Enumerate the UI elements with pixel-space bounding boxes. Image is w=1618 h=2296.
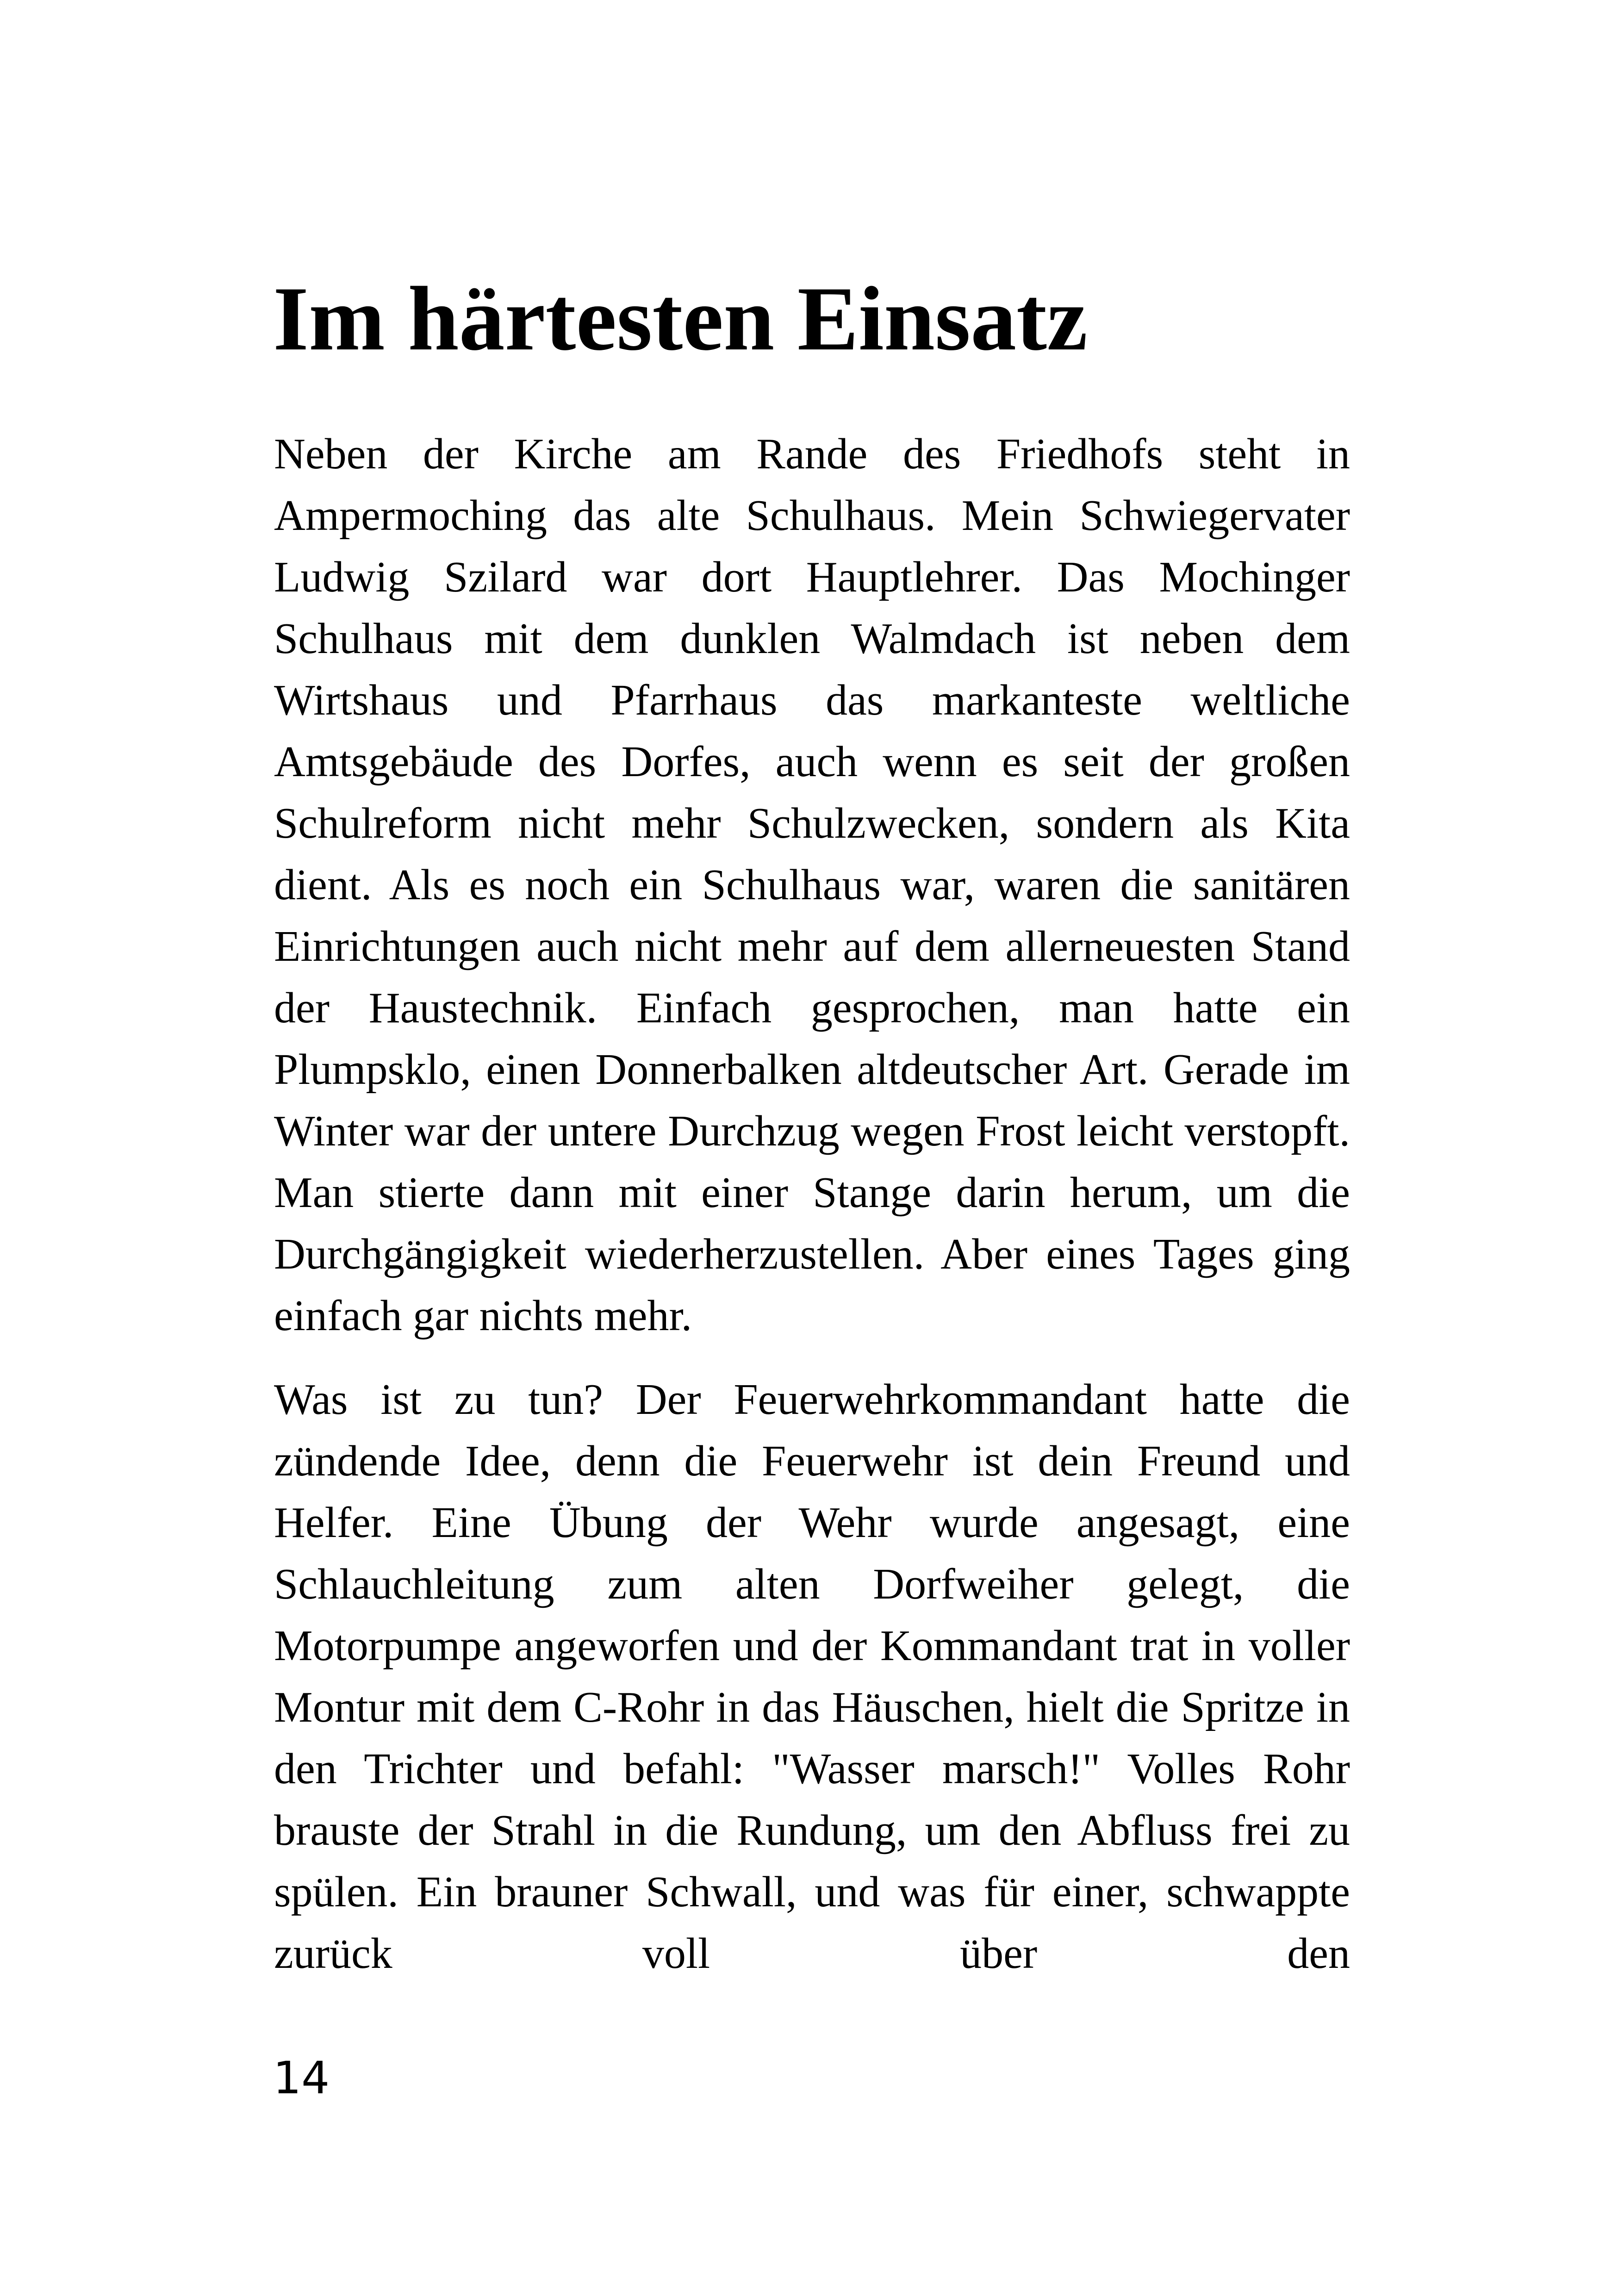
paragraph-2: Was ist zu tun? Der Feuerwehrkommandant hatte die zündende Idee, denn die Feuerwehr ist dein Freund und Helfer. Eine Übung der Wehr wurde angesagt, eine Schlauchleitung zum alten Dorfweiher gelegt, die Motorpumpe angeworfen und der Kommandant trat in voller Montur mit dem C-Rohr in das Häuschen, hielt die Spritze in den Trichter und befahl: "Wasser marsch!" Volles Rohr brauste der Strahl in die Rundung, um den Abfluss frei zu spülen. Ein brauner Schwall, und was für einer, schwappte zurück voll über den	[274, 1375, 1350, 1978]
chapter-title: Im härtesten Einsatz	[273, 268, 1088, 369]
paragraph-1: Neben der Kirche am Rande des Friedhofs steht in Ampermoching das alte Schulhaus. Mein Schwiegervater Ludwig Szilard war dort Hauptlehrer. Das Mochinger Schulhaus mit dem dunklen Walmdach ist neben dem Wirtshaus und Pfarrhaus das markanteste weltliche Amtsgebäude des Dorfes, auch wenn es seit der großen Schulreform nicht mehr Schulzwecken, sondern als Kita dient. Als es noch ein Schulhaus war, waren die sanitären Einrichtungen auch nicht mehr auf dem allerneuesten Stand der Haustechnik. Einfach gesprochen, man hatte ein Plumpsklo, einen Donnerbalken altdeutscher Art. Gerade im Winter war der untere Durchzug wegen Frost leicht verstopft. Man stierte dann mit einer Stange darin herum, um die Durchgängigkeit wiederherzustellen. Aber eines Tages ging einfach gar nichts mehr.	[274, 430, 1350, 1340]
body-text	[274, 423, 1350, 1985]
page-number: 14	[273, 2052, 330, 2104]
